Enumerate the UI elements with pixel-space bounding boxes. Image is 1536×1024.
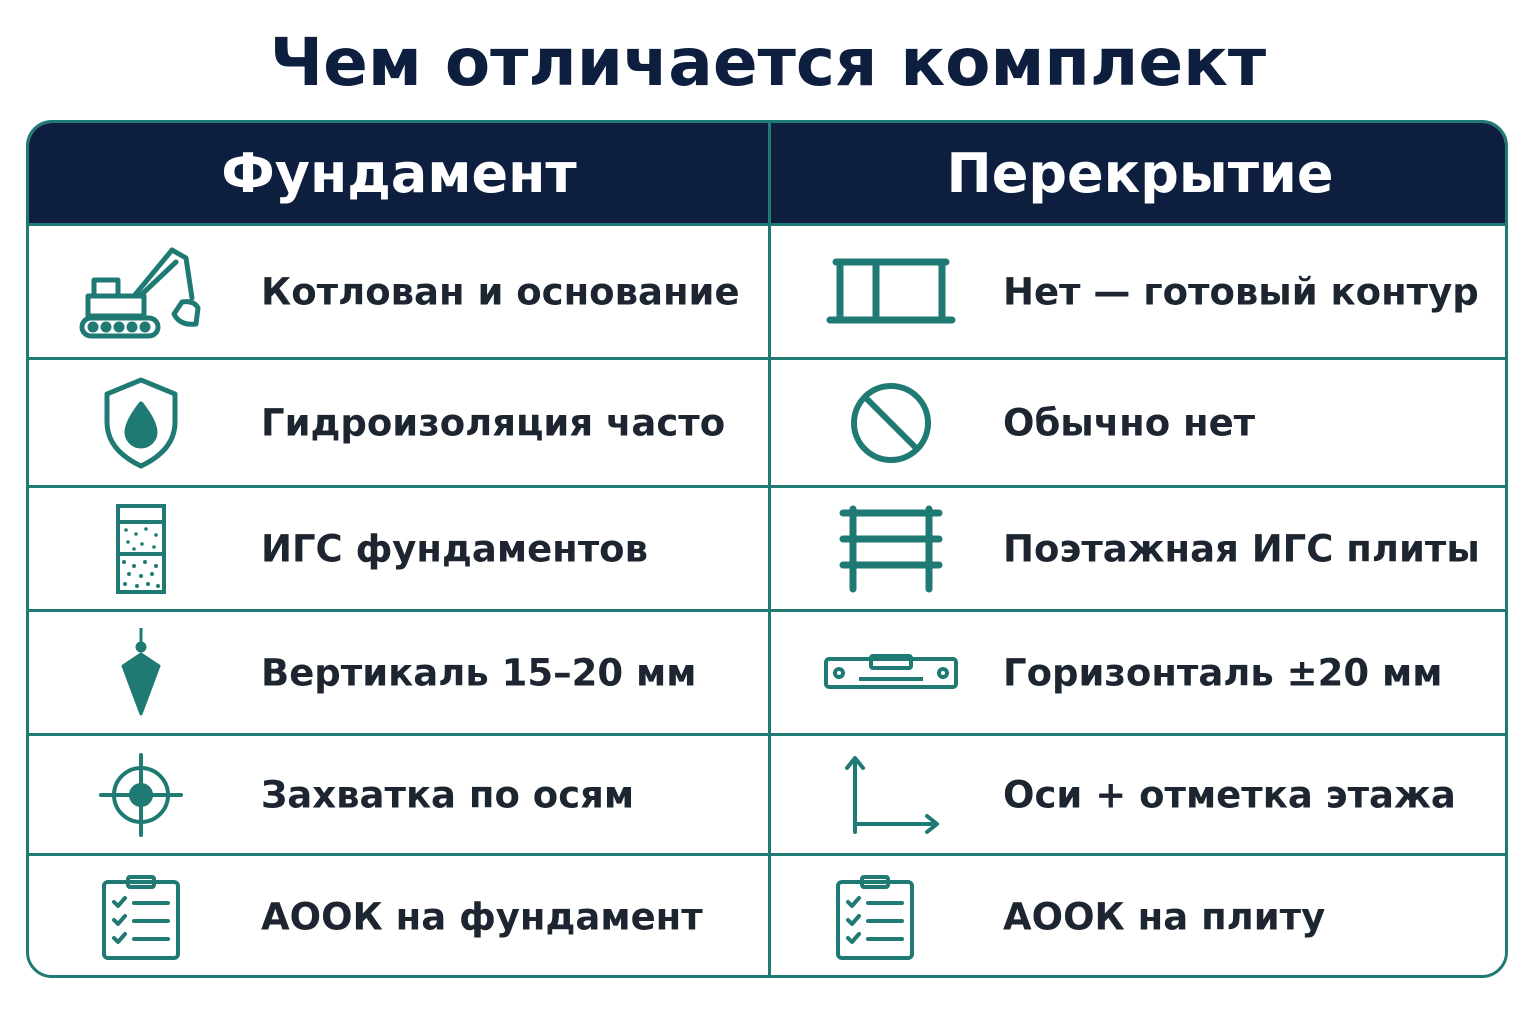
table-cell-right — [771, 488, 1508, 609]
column-header-slab: Перекрытие — [946, 142, 1334, 205]
table-cell-left — [29, 360, 768, 485]
plumb-bob-icon — [117, 626, 165, 720]
frame-contour-icon — [826, 256, 956, 328]
table-row — [29, 736, 1505, 856]
excavator-icon — [76, 240, 206, 344]
table-header — [29, 123, 1505, 226]
table-cell-right — [771, 360, 1508, 485]
table-row — [29, 360, 1505, 488]
table-cell-right — [771, 736, 1508, 853]
soil-column-icon — [114, 502, 168, 596]
column-divider — [768, 123, 771, 975]
checklist-clipboard-icon — [100, 874, 182, 960]
table-cell-left — [29, 736, 768, 853]
table-cell-left — [29, 612, 768, 733]
table-cell-left — [29, 856, 768, 978]
comparison-table — [26, 120, 1508, 978]
table-row — [29, 856, 1505, 978]
row-label: АООК на фундамент — [261, 895, 703, 939]
table-row — [29, 612, 1505, 736]
crosshair-target-icon — [99, 753, 183, 837]
row-label: Горизонталь ±20 мм — [1003, 651, 1443, 694]
page-title: Чем отличается комплект — [269, 24, 1267, 101]
floor-stack-icon — [839, 505, 943, 593]
checklist-clipboard-icon — [834, 874, 916, 960]
prohibited-icon — [849, 381, 933, 465]
row-label: Котлован и основание — [261, 270, 740, 313]
shield-drop-icon — [101, 376, 181, 470]
row-label: Поэтажная ИГС плиты — [1003, 527, 1480, 570]
table-cell-right — [771, 612, 1508, 733]
row-label: Гидроизоляция часто — [261, 401, 726, 444]
table-row — [29, 488, 1505, 612]
table-row — [29, 226, 1505, 360]
axes-icon — [841, 754, 941, 836]
spirit-level-icon — [823, 654, 959, 692]
column-header-foundation: Фундамент — [221, 142, 577, 205]
table-cell-left — [29, 226, 768, 357]
row-label: Оси + отметка этажа — [1003, 773, 1456, 816]
table-cell-right — [771, 856, 1508, 978]
row-label: ИГС фундаментов — [261, 527, 649, 570]
table-cell-right — [771, 226, 1508, 357]
row-label: АООК на плиту — [1003, 895, 1326, 939]
row-label: Обычно нет — [1003, 401, 1256, 444]
table-cell-left — [29, 488, 768, 609]
row-label: Захватка по осям — [261, 773, 635, 816]
row-label: Нет — готовый контур — [1003, 270, 1479, 313]
row-label: Вертикаль 15–20 мм — [261, 651, 697, 694]
